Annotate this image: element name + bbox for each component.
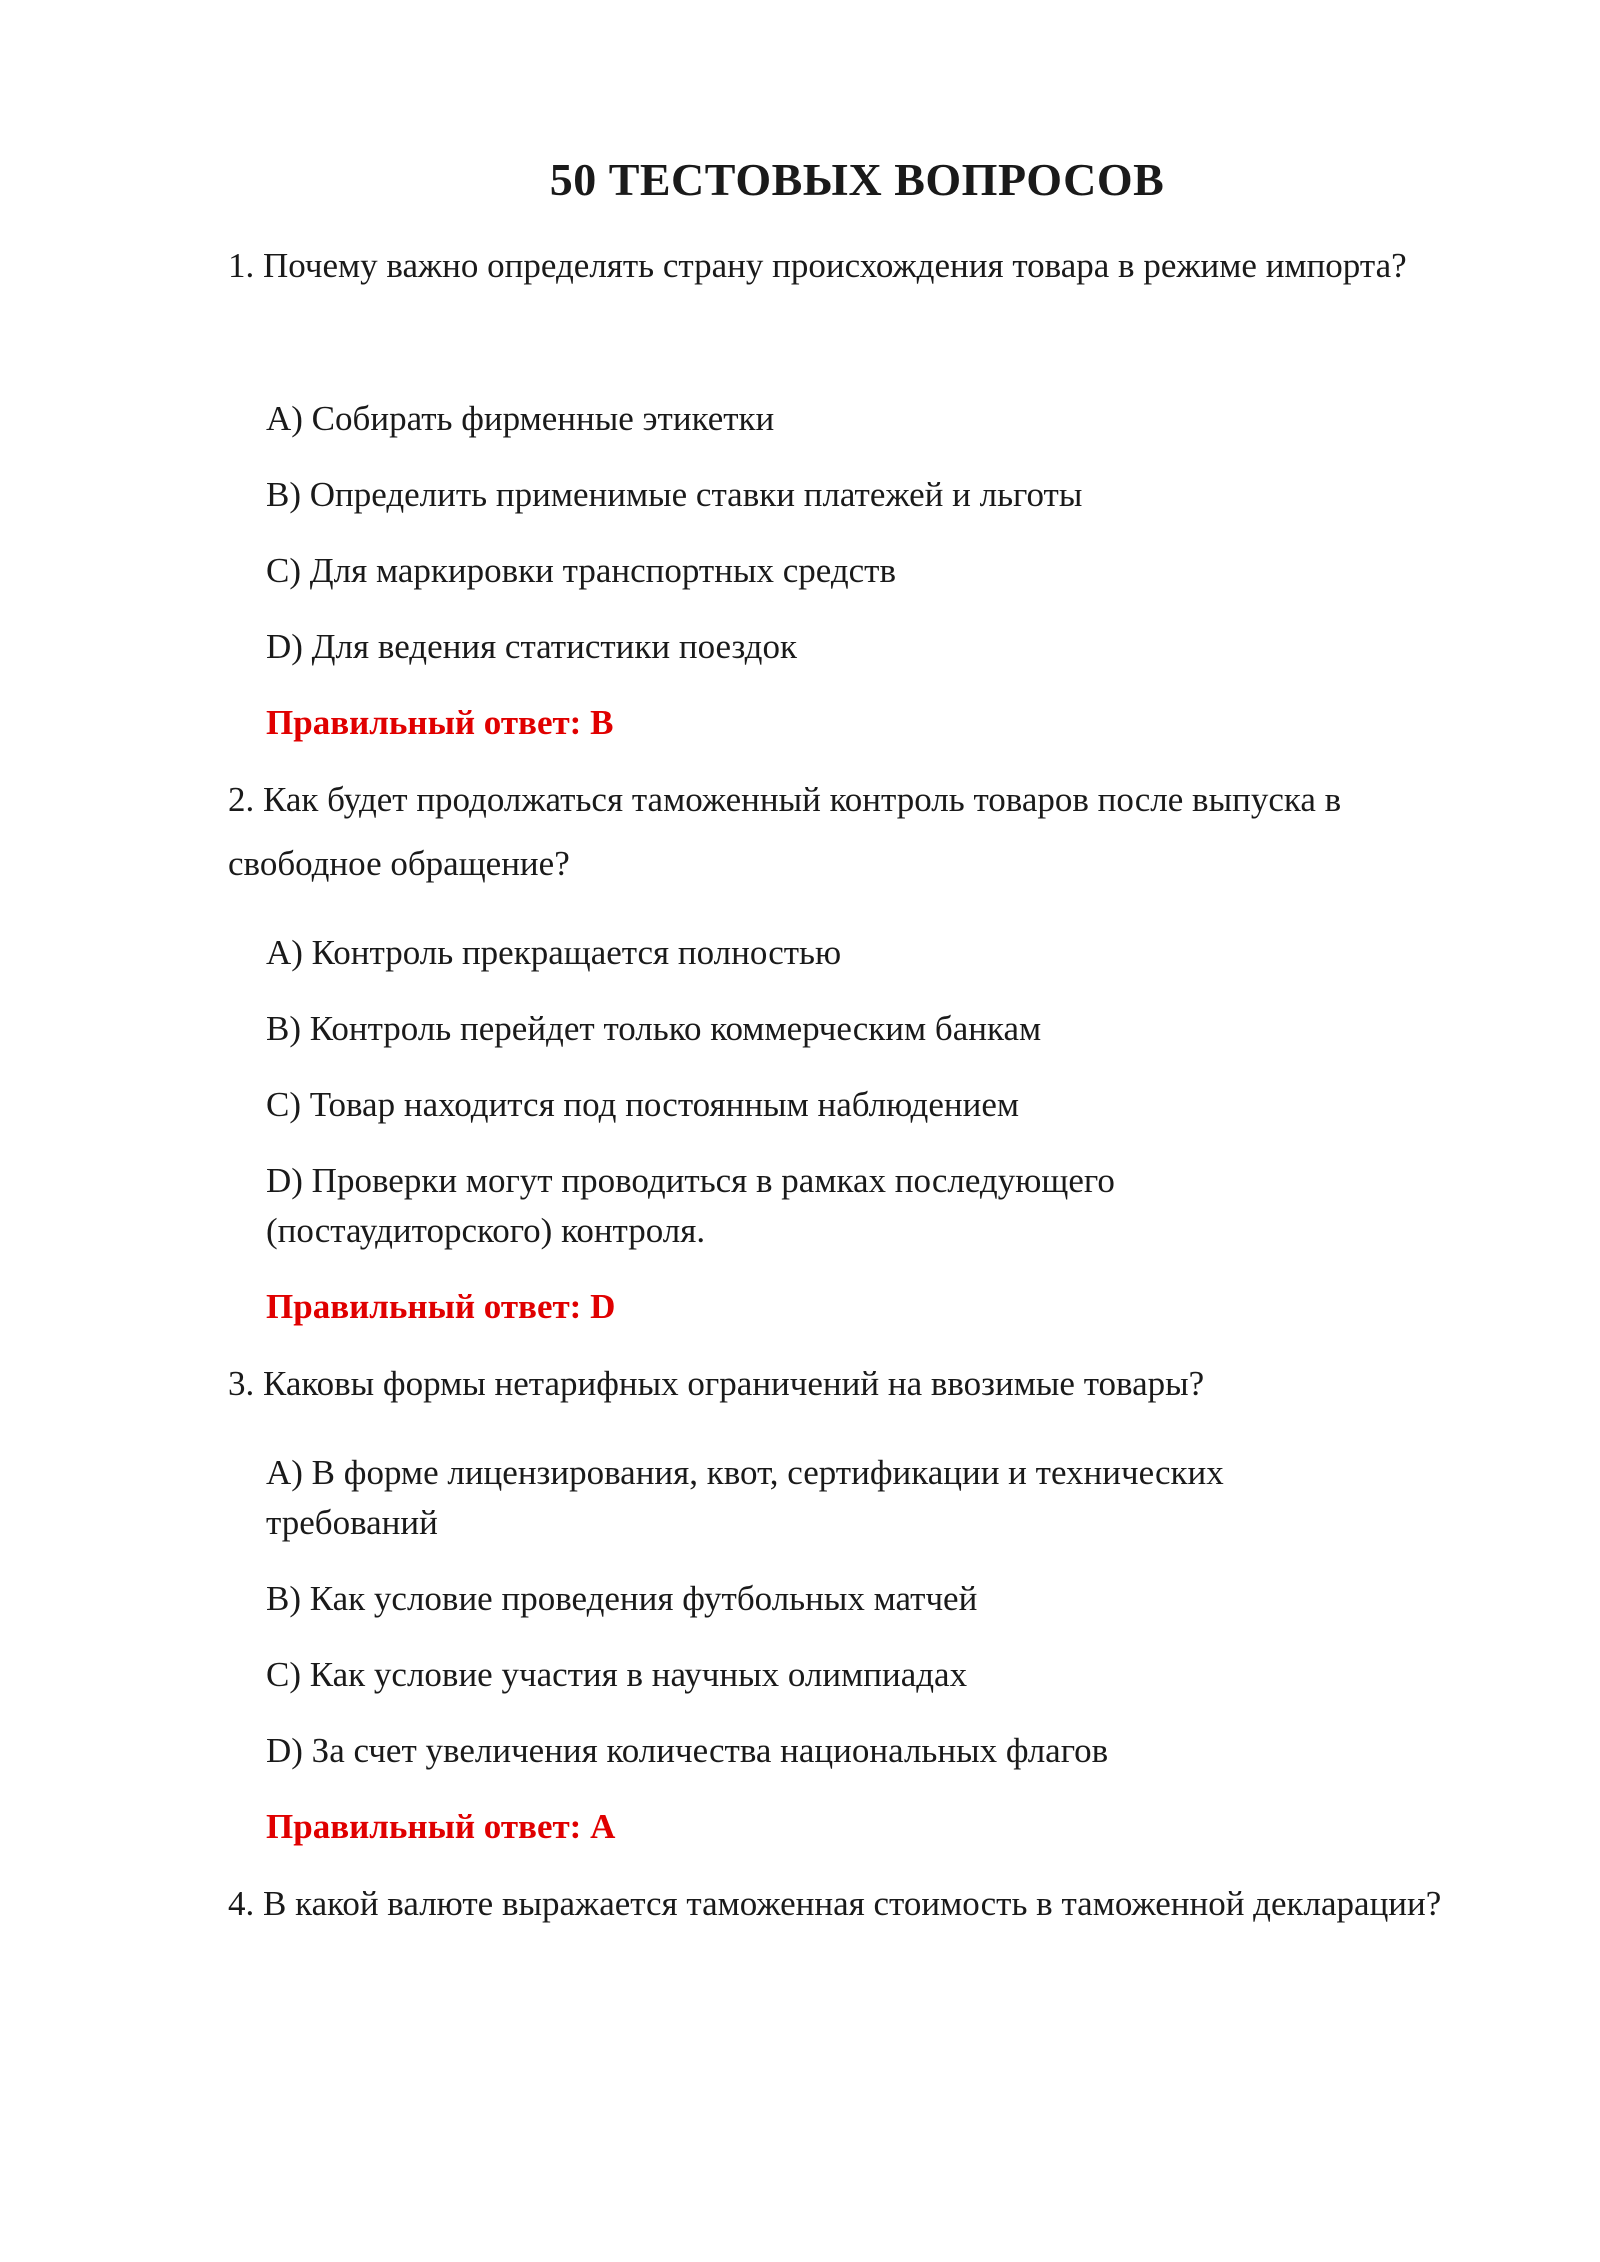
question-2-option-b: B) Контроль перейдет только коммерческим банкам — [266, 1009, 1042, 1048]
question-2-option-a: A) Контроль прекращается полностью — [266, 933, 842, 972]
question-1-text: 1. Почему важно определять страну происхождения товара в режиме импорта? — [228, 246, 1407, 285]
question-3-option-d: D) За счет увеличения количества национальных флагов — [266, 1731, 1109, 1770]
question-3-option-b: B) Как условие проведения футбольных матчей — [266, 1579, 978, 1618]
question-1-option-c: C) Для маркировки транспортных средств — [266, 551, 896, 590]
question-2-option-c: C) Товар находится под постоянным наблюдением — [266, 1085, 1019, 1124]
question-1-option-d: D) Для ведения статистики поездок — [266, 627, 797, 666]
question-2-answer: Правильный ответ: D — [266, 1287, 616, 1326]
question-4-text: 4. В какой валюте выражается таможенная стоимость в таможенной декларации? — [228, 1884, 1442, 1923]
page-title: 50 ТЕСТОВЫХ ВОПРОСОВ — [549, 154, 1165, 205]
question-2-text: 2. Как будет продолжаться таможенный контроль товаров после выпуска в свободное обращение? — [228, 780, 1342, 883]
question-1-option-b: B) Определить применимые ставки платежей и льготы — [266, 475, 1083, 514]
question-3-option-c: C) Как условие участия в научных олимпиадах — [266, 1655, 968, 1694]
question-2-option-d: D) Проверки могут проводиться в рамках последующего (постаудиторского) контроля. — [266, 1161, 1115, 1250]
question-3-text: 3. Каковы формы нетарифных ограничений на ввозимые товары? — [228, 1364, 1205, 1403]
question-1-option-a: A) Собирать фирменные этикетки — [266, 399, 775, 438]
question-3-answer: Правильный ответ: A — [266, 1807, 616, 1846]
question-1-answer: Правильный ответ: B — [266, 703, 614, 742]
question-3-option-a: A) В форме лицензирования, квот, сертификации и технических требований — [266, 1453, 1224, 1542]
